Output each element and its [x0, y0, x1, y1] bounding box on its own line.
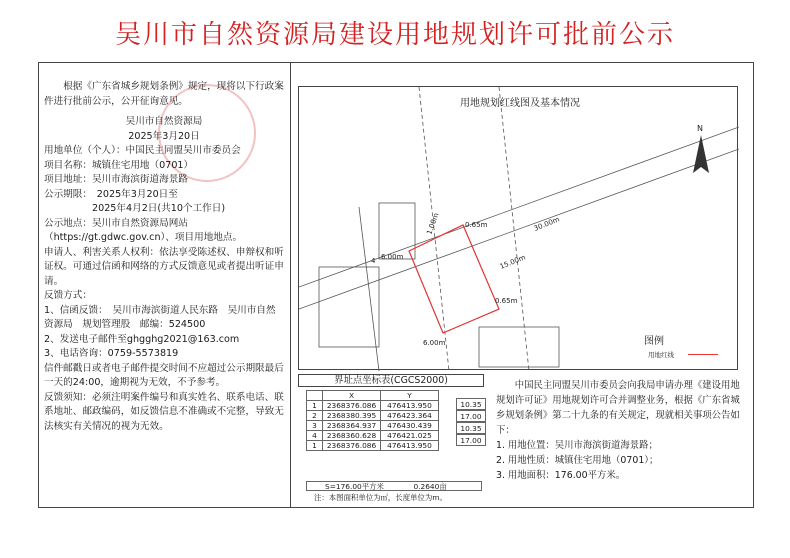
legend-title: 图例 [644, 336, 664, 347]
point-number: 1 [307, 441, 323, 451]
deadline-text: 信件邮戳日或者电子邮件提交时间不应超过公示期限最后一天的24:00，逾期视为无效，不予参考。 [44, 362, 284, 388]
coords-table [306, 390, 439, 451]
map-title: 用地规划红线图及基本情况 [460, 98, 580, 109]
dim-label: 1.00m [425, 211, 441, 236]
applicant-unit: 用地单位（个人）：中国民主同盟吴川市委员会 [44, 145, 241, 156]
y-coord: 476421.025 [381, 431, 439, 441]
x-coord: 2368360.628 [323, 431, 381, 441]
project-name: 项目名称：城镇住宅用地（0701） [44, 159, 194, 171]
table-header: X [323, 391, 381, 401]
north-arrow-icon [693, 124, 709, 173]
table-header: Y [381, 391, 439, 401]
table-row [307, 401, 439, 411]
rights-text: 申请人、利害关系人权利：依法享受陈述权、申辩权和听证权。可通过信函和网络的方式反馈意见或者提出听证申请。 [44, 246, 284, 287]
table-row [307, 431, 439, 441]
intro-text: 根据《广东省城乡规划条例》规定，现将以下行政案件进行批前公示，公开征询意见。 [44, 81, 284, 107]
announcement-intro: 中国民主同盟吴川市委员会向我局申请办理《建设用地规划许可证》用地规划许可合并调整业务，根据《广东省城乡规划条例》第二十九条的有关规定，现就相关事项公告如下： [496, 380, 740, 436]
distance-value: 10.35 [456, 398, 486, 410]
svg-text:N: N [697, 124, 703, 133]
point-number: 1 [307, 401, 323, 411]
dim-label: 0.65m [495, 297, 518, 305]
dim-label: 0.65m [465, 221, 488, 229]
dim-label: 6.00m [423, 339, 446, 347]
table-row [307, 411, 439, 421]
feedback-letter: 1、信函反馈： 吴川市海滨街道人民东路 吴川市自然资源局 规划管理股 邮编：524500 [44, 304, 276, 330]
item-location: 1. 用地位置：吴川市海滨街道海景路； [496, 440, 658, 451]
publicity-place: 公示地点：吴川市自然资源局网站（https://gt.gdwc.gov.cn）、项目用地地点。 [44, 217, 243, 243]
table-row [307, 421, 439, 431]
distance-column [456, 398, 486, 446]
coords-title: 界址点坐标表(CGCS2000) [298, 374, 484, 387]
issuing-org: 吴川市自然资源局 [125, 116, 203, 127]
feedback-phone: 3、电话咨询：0759-5573819 [44, 348, 179, 359]
x-coord: 2368376.086 [323, 401, 381, 411]
right-announcement [496, 378, 748, 483]
feedback-title: 反馈方式： [44, 290, 92, 301]
left-column [44, 80, 284, 434]
boundary-line [359, 207, 379, 371]
table-row [307, 441, 439, 451]
site-plan-map [299, 87, 739, 371]
y-coord: 476413.950 [381, 401, 439, 411]
issue-date: 2025年3月20日 [128, 130, 200, 142]
dim-label: 15.00m [498, 253, 527, 271]
neighbor-parcel [319, 267, 379, 347]
x-coord: 2368380.395 [323, 411, 381, 421]
period-start: 公示期限： 2025年3月20日至 [44, 188, 178, 200]
unit-note: 注：本图面积单位为㎡，长度单位为m。 [314, 493, 447, 502]
x-coord: 2368364.937 [323, 421, 381, 431]
legend-label: 用地红线 [648, 351, 674, 359]
page-title: 吴川市自然资源局建设用地规划许可批前公示 [114, 20, 675, 50]
y-coord: 476423.364 [381, 411, 439, 421]
x-coord: 2368376.086 [323, 441, 381, 451]
item-usage: 2. 用地性质：城镇住宅用地（0701）； [496, 455, 659, 466]
point-number: 2 [307, 411, 323, 421]
table-header [307, 391, 323, 401]
y-coord: 476430.439 [381, 421, 439, 431]
distance-value: 17.00 [456, 434, 486, 446]
point-number: 4 [307, 431, 323, 441]
area-summary: S=176.00平方米 0.2640亩 [306, 481, 482, 491]
period-end: 2025年4月2日(共10个工作日) [92, 203, 226, 214]
dim-label: 6.00m [381, 253, 404, 261]
y-coord: 476413.950 [381, 441, 439, 451]
road-centerline [499, 87, 529, 371]
feedback-email: 2、发送电子邮件至ghgghg2021@163.com [44, 333, 240, 345]
point-number: 3 [307, 421, 323, 431]
distance-value: 10.35 [456, 422, 486, 434]
point-label: 4 [371, 257, 376, 265]
column-divider [290, 62, 291, 508]
legend-redline-swatch [688, 354, 718, 355]
distance-value: 17.00 [456, 410, 486, 422]
dim-label: 30.00m [532, 215, 561, 233]
feedback-notice: 反馈须知：必须注明案件编号和真实姓名、联系电话、联系地址、邮政编码，如反馈信息不准确或不完整，导致无法核实有关情况的视为无效。 [44, 391, 284, 432]
map-panel [298, 86, 738, 370]
project-address: 项目地址：吴川市海滨街道海景路 [44, 174, 188, 185]
item-area: 3. 用地面积：176.00平方米。 [496, 470, 626, 481]
road-line [299, 149, 739, 309]
neighbor-parcel [479, 327, 559, 367]
